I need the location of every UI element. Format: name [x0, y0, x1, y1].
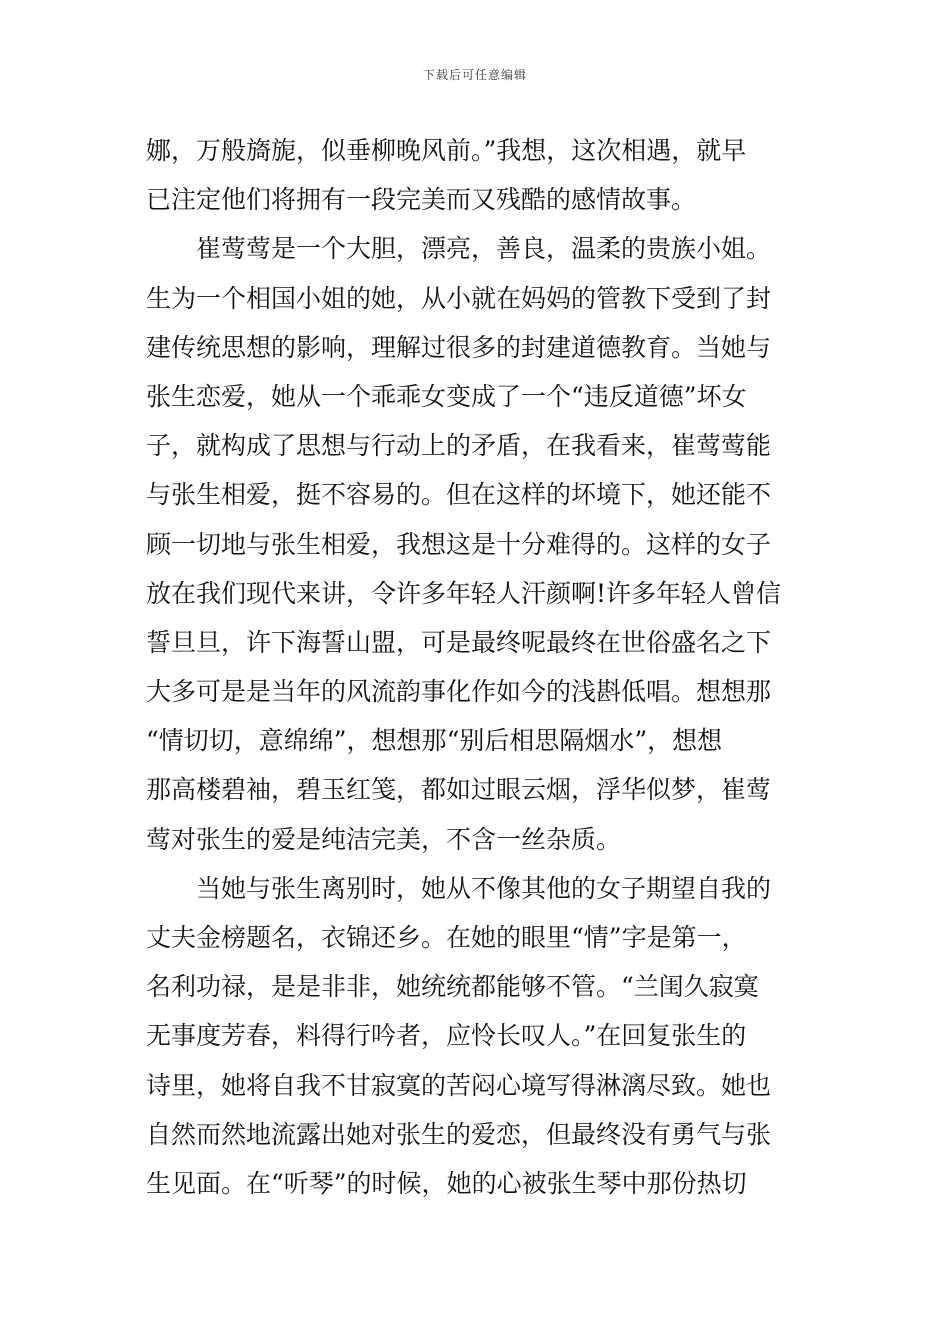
text-line: 莺对张生的爱是纯洁完美，不含一丝杂质。	[146, 824, 622, 854]
text-line: “情切切，意绵绵”，想想那“别后相思隔烟水”，想想	[146, 726, 723, 756]
page-header: 下载后可任意编辑	[422, 68, 527, 82]
text-line: 诗里，她将自我不甘寂寞的苦闷心境写得淋漓尽致。她也	[146, 1070, 772, 1100]
text-line: 已注定他们将拥有一段完美而又残酷的感情故事。	[146, 185, 697, 215]
text-line: 崔莺莺是一个大胆，漂亮，善良，温柔的贵族小姐。	[196, 234, 772, 264]
text-line: 顾一切地与张生相爱，我想这是十分难得的。这样的女子	[146, 529, 772, 559]
text-line: 名利功禄，是是非非，她统统都能够不管。“兰闺久寂寞	[146, 972, 759, 1002]
text-line: 自然而然地流露出她对张生的爱恋，但最终没有勇气与张	[146, 1119, 772, 1149]
text-line: 大多可是是当年的风流韵事化作如今的浅斟低唱。想想那	[146, 677, 772, 707]
text-line: 生见面。在“听琴”的时候，她的心被张生琴中那份热切	[146, 1168, 747, 1198]
text-line: 丈夫金榜题名，衣锦还乡。在她的眼里“情”字是第一，	[146, 923, 747, 952]
body-text	[146, 126, 811, 1208]
text-line: 娜，万般旖旎，似垂柳晚风前。”我想，这次相遇，就早	[146, 136, 747, 165]
text-line: 子，就构成了思想与行动上的矛盾，在我看来，崔莺莺能	[146, 431, 772, 461]
text-line: 那高楼碧袖，碧玉红笺，都如过眼云烟，浮华似梦，崔莺	[146, 775, 772, 805]
text-line: 放在我们现代来讲，令许多年轻人汗颜啊!许多年轻人曾信	[146, 578, 782, 608]
text-line: 与张生相爱，挺不容易的。但在这样的坏境下，她还能不	[146, 480, 772, 510]
text-line: 当她与张生离别时，她从不像其他的女子期望自我的	[196, 873, 772, 903]
text-line: 张生恋爱，她从一个乖乖女变成了一个“违反道德”坏女	[146, 381, 747, 411]
text-line: 无事度芳春，料得行吟者，应怜长叹人。”在回复张生的	[146, 1021, 747, 1051]
text-line: 建传统思想的影响，理解过很多的封建道德教育。当她与	[146, 332, 772, 362]
text-line: 生为一个相国小姐的她，从小就在妈妈的管教下受到了封	[146, 283, 772, 313]
text-line: 誓旦旦，许下海誓山盟，可是最终呢最终在世俗盛名之下	[146, 627, 772, 657]
